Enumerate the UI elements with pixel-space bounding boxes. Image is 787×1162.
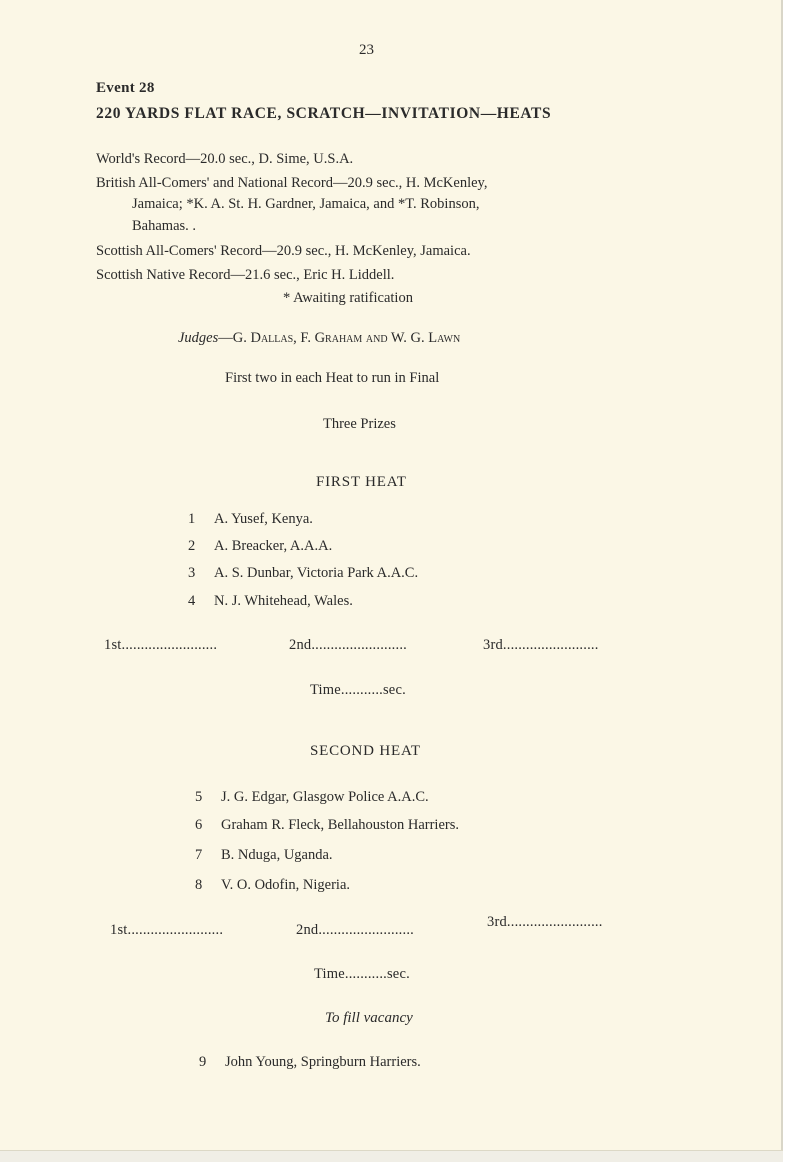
entry-name: N. J. Whitehead, Wales.	[214, 593, 353, 609]
event-label: Event 28	[96, 80, 155, 96]
first-place-blank: 1st.........................	[110, 922, 224, 938]
third-place-blank: 3rd.........................	[487, 914, 603, 930]
entry-name: V. O. Odofin, Nigeria.	[221, 877, 351, 893]
third-place-blank: 3rd.........................	[483, 637, 599, 653]
british-record-line3: Bahamas. .	[132, 218, 197, 234]
time-blank: Time...........sec.	[314, 966, 410, 982]
second-heat-title: SECOND HEAT	[310, 743, 421, 759]
entry-name: A. Yusef, Kenya.	[214, 511, 313, 527]
first-place-blank: 1st.........................	[104, 637, 218, 653]
judges-label: Judges	[178, 330, 219, 346]
entry-number: 5	[195, 789, 203, 805]
entry-number: 2	[188, 538, 196, 554]
entry-row	[195, 789, 429, 806]
second-place-blank: 2nd.........................	[296, 922, 414, 938]
final-qualification-note: First two in each Heat to run in Final	[225, 370, 440, 386]
entry-name: B. Nduga, Uganda.	[221, 847, 333, 863]
british-record-line1: British All-Comers' and National Record—20.9 sec., H. McKenley,	[96, 175, 488, 191]
entry-name: John Young, Springburn Harriers.	[225, 1054, 421, 1070]
entry-number: 8	[195, 877, 203, 893]
page-bottom-edge	[0, 1150, 783, 1162]
entry-name: J. G. Edgar, Glasgow Police A.A.C.	[221, 789, 429, 805]
entry-row	[195, 817, 459, 834]
entry-row	[188, 593, 353, 610]
event-title: 220 YARDS FLAT RACE, SCRATCH—INVITATION—HEATS	[96, 105, 552, 122]
entry-number: 7	[195, 847, 203, 863]
judges-line	[178, 330, 460, 347]
entry-row	[188, 538, 332, 555]
judges-names: G. Dallas, F. Graham and W. G. Lawn	[232, 330, 461, 346]
entry-number: 1	[188, 511, 196, 527]
judges-dash: —	[218, 330, 233, 346]
time-blank: Time...........sec.	[310, 682, 406, 698]
entry-row	[188, 565, 418, 582]
entry-number: 9	[199, 1054, 207, 1070]
prizes-note: Three Prizes	[323, 416, 396, 432]
entry-row	[195, 877, 350, 894]
second-place-blank: 2nd.........................	[289, 637, 407, 653]
page-number: 23	[359, 42, 374, 58]
entry-row	[188, 511, 313, 528]
entry-number: 6	[195, 817, 203, 833]
first-heat-title: FIRST HEAT	[316, 474, 407, 490]
entry-row	[199, 1054, 421, 1071]
vacancy-label: To fill vacancy	[325, 1010, 413, 1026]
awaiting-ratification-note: * Awaiting ratification	[283, 290, 413, 306]
entry-number: 4	[188, 593, 196, 609]
british-record-line2: Jamaica; *K. A. St. H. Gardner, Jamaica, and *T. Robinson,	[132, 196, 480, 212]
entry-name: Graham R. Fleck, Bellahouston Harriers.	[221, 817, 459, 833]
scottish-native-record: Scottish Native Record—21.6 sec., Eric H. Liddell.	[96, 267, 395, 283]
entry-row	[195, 847, 333, 864]
world-record: World's Record—20.0 sec., D. Sime, U.S.A.	[96, 151, 354, 167]
entry-name: A. S. Dunbar, Victoria Park A.A.C.	[214, 565, 419, 581]
entry-name: A. Breacker, A.A.A.	[214, 538, 333, 554]
scottish-all-comers-record: Scottish All-Comers' Record—20.9 sec., H. McKenley, Jamaica.	[96, 243, 471, 259]
entry-number: 3	[188, 565, 196, 581]
